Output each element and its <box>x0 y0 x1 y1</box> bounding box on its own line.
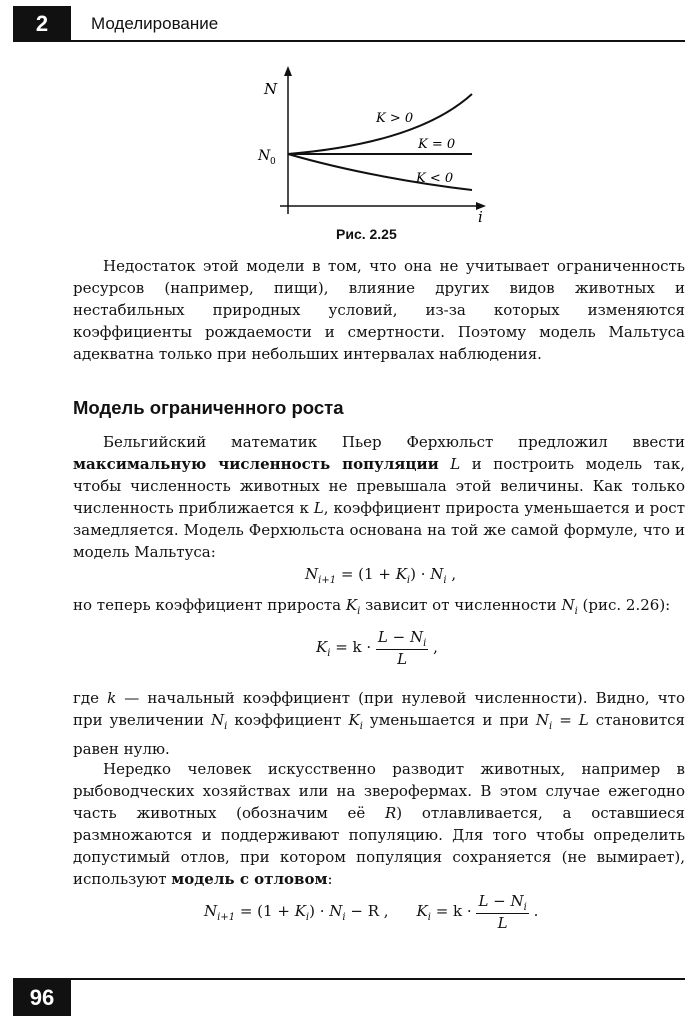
formula-harvest: $N_{i+1} = (1 + K_i) \cdot N_i - R$ , $K_i = k$ · $\frac{L - N_i}{L}$ . <box>204 892 539 932</box>
paragraph-coefficient: но теперь коэффициент прироста $K_i$ зависит от численности $N_i$ (рис. 2.26): <box>73 596 671 617</box>
fraction: $\frac{L - N_i}{L}$ <box>377 628 427 668</box>
label-k-positive: K > 0 <box>376 111 414 126</box>
label-k-zero: K = 0 <box>418 137 456 152</box>
origin-sub: 0 <box>270 157 276 167</box>
y-axis-arrow <box>284 66 292 76</box>
formula-coefficient: $K_i = k$ · $\frac{L - N_i}{L}$ , <box>316 628 438 668</box>
section-heading: Модель ограниченного роста <box>73 397 344 418</box>
page-number: 96 <box>13 980 71 1016</box>
growth-curves-plot <box>250 64 490 224</box>
formula-verhulst: $N_{i+1} = (1 + K_i) \cdot N_i$ , <box>305 565 457 586</box>
bold-max-population: максимальную численность популяции <box>73 455 439 473</box>
x-axis-label: i <box>478 208 483 224</box>
fraction: $\frac{L - N_i}{L}$ <box>478 892 527 932</box>
header-rule <box>71 40 685 42</box>
figure-2-25 <box>250 64 490 224</box>
chapter-title: Моделирование <box>91 14 219 33</box>
page-header <box>13 6 685 42</box>
paragraph-harvesting: Нередко человек искусственно разводит животных, например в рыбоводческих хозяйствах или на зверофермах. В этом случае ежегодно часть животных (обозначим её R) отлавливается, а оставшиеся размножаются и поддерживают популяцию. Для того чтобы определить допустимый отлов, при котором популяция сохраняется (не вымирает), используют модель с отловом: <box>73 760 686 888</box>
paragraph-verhulst: Бельгийский математик Пьер Ферхюльст предложил ввести максимальную численность популяции L и построить модель так, чтобы численность животных не превышала этой величины. Как только численность приближается к L, коэффициент прироста уменьшается и рост замедляется. Модель Ферхюльста основана на той же самой формуле, что и модель Мальтуса: <box>73 433 685 561</box>
footer-rule <box>13 978 685 980</box>
chapter-number: 2 <box>13 6 71 42</box>
y-axis-label: N <box>264 80 278 98</box>
paragraph-initial-coefficient: где k — начальный коэффициент (при нулевой численности). Видно, что при увеличении $N_i$ коэффициент $K_i$ уменьшается и при $N_i = L$ становится равен нулю. <box>73 689 686 758</box>
paragraph-limitations: Недостаток этой модели в том, что она не учитывает ограниченность ресурсов (например, пищи), влияние других видов животных и нестабильных природных условий, из-за которых изменяются коэффициенты рождаемости и смертности. Поэтому модель Мальтуса адекватна только при небольших интервалах наблюдения. <box>73 257 685 363</box>
bold-harvest-model: модель с отловом <box>171 870 328 888</box>
figure-caption: Рис. 2.25 <box>336 226 397 242</box>
origin-label: N <box>258 148 271 164</box>
label-k-negative: K < 0 <box>416 171 454 186</box>
